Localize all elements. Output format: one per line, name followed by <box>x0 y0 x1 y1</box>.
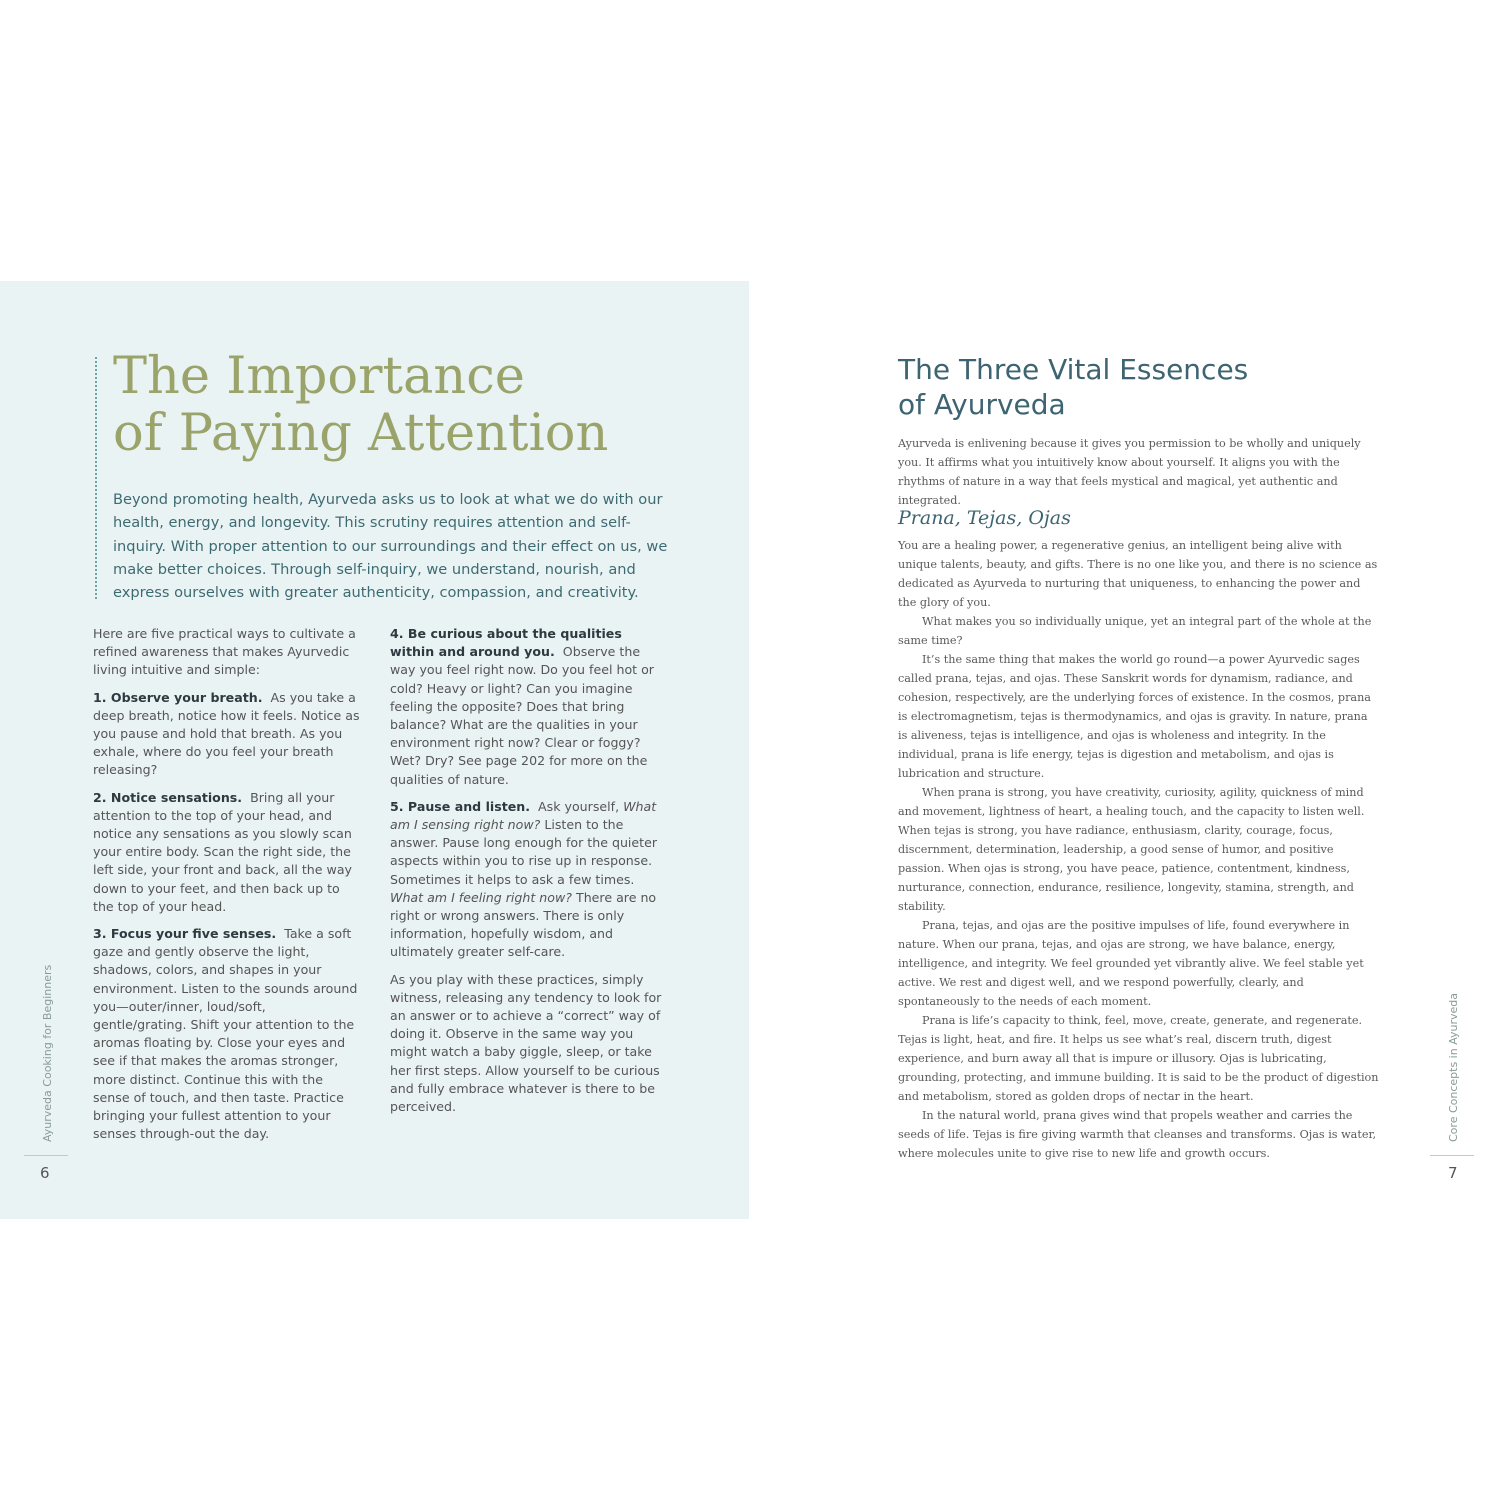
lead-paragraph: Here are five practical ways to cultivate a refined awareness that makes Ayurvedic living intuitive and simple: <box>93 626 356 678</box>
body-paragraph: You are a healing power, a regenerative genius, an intelligent being alive with unique talents, beauty, and gifts. There is no one like you, and there is no science as dedicated as Ayurveda to nurturing that uniqueness, to enhancing the power and the glory of you. <box>898 539 1378 609</box>
right-page-number: 7 <box>1448 1164 1458 1182</box>
item-heading: 4. Be curious about the qualities within and around you. <box>390 626 622 660</box>
right-page-title <box>898 352 1378 422</box>
body-paragraph: When prana is strong, you have creativity, curiosity, agility, quickness of mind and movement, lightness of heart, a healing touch, and the capacity to listen well. When tejas is strong, you have radiance, enthusiasm, clarity, courage, focus, discernment, determination, leadership, a good sense of humor, and positive passion. When ojas is strong, you have peace, patience, contentment, kindness, nurturance, connection, endurance, resilience, longevity, stamina, strength, and stability. <box>898 786 1365 913</box>
body-paragraph: It’s the same thing that makes the world go round—a power Ayurvedic sages called prana, tejas, and ojas. These Sanskrit words for dynamism, radiance, and cohesion, respectively, are the underlying forces of existence. In the cosmos, prana is electromagnetism, tejas is thermodynamics, and ojas is gravity. In nature, prana is aliveness, tejas is intelligence, and ojas is wholeness and integrity. In the individual, prana is life energy, tejas is digestion and metabolism, and ojas is lubrication and structure. <box>898 653 1371 780</box>
item-text: Bring all your attention to the top of your head, and notice any sensations as you slowly scan your entire body. Scan the right side, the left side, your front and back, all the way down to your feet, and then back up to the top of your head. <box>93 789 352 914</box>
left-folio-rule <box>24 1155 68 1156</box>
left-page-number: 6 <box>40 1164 50 1182</box>
list-item <box>93 689 363 780</box>
item-text: Observe the way you feel right now. Do you feel hot or cold? Heavy or light? Can you imagine feeling the opposite? Does that bring balance? What are the qualities in your environment right now? Clear or foggy? Wet? Dry? See page 202 for more on the qualities of nature. <box>390 644 654 787</box>
right-folio-rule <box>1430 1155 1474 1156</box>
item-text: As you take a deep breath, notice how it feels. Notice as you pause and hold that breath. As you exhale, where do you feel your breath releasing? <box>93 689 360 778</box>
right-running-head: Core Concepts in Ayurveda <box>1447 993 1460 1142</box>
list-item <box>93 925 363 1143</box>
right-intro-paragraph: Ayurveda is enlivening because it gives you permission to be wholly and uniquely you. It affirms what you intuitively know about yourself. It aligns you with the rhythms of nature in a way that feels mystical and magical, yet authentic and integrated. <box>898 437 1361 507</box>
dotted-title-rule <box>95 357 97 599</box>
item-heading: 1. Observe your breath. <box>93 689 263 705</box>
item-italic: What am I sensing right now? <box>390 798 657 833</box>
title-line-2: of Paying Attention <box>113 404 609 463</box>
item-text: There are no right or wrong answers. There is only information, hopefully wisdom, and ultimately greater self-care. <box>390 889 657 960</box>
item-italic: What am I feeling right now? <box>390 889 572 905</box>
item-text: Ask yourself, <box>538 798 620 814</box>
right-title-line-2: of Ayurveda <box>898 388 1066 421</box>
section-subhead: Prana, Tejas, Ojas <box>898 507 1071 529</box>
item-heading: 5. Pause and listen. <box>390 798 531 814</box>
right-title-line-1: The Three Vital Essences <box>898 353 1249 386</box>
item-heading: 2. Notice sensations. <box>93 789 243 805</box>
left-intro-paragraph: Beyond promoting health, Ayurveda asks us to look at what we do with our health, energy, and longevity. This scrutiny requires attention and self-inquiry. With proper attention to our surroundings and their effect on us, we make better choices. Through self-inquiry, we understand, nourish, and express ourselves with greater authenticity, compassion, and creativity. <box>113 491 668 602</box>
left-column-2 <box>390 625 662 1125</box>
item-heading: 3. Focus your five senses. <box>93 926 277 942</box>
left-page-title <box>113 348 713 462</box>
left-running-head: Ayurveda Cooking for Beginners <box>41 964 54 1142</box>
title-line-1: The Importance <box>113 347 525 406</box>
list-item <box>390 625 662 789</box>
closing-paragraph: As you play with these practices, simply witness, releasing any tendency to look for an answer or to achieve a “correct” way of doing it. Observe in the same way you might watch a baby giggle, sleep, or take her first steps. Allow yourself to be curious and fully embrace whatever is there to be perceived. <box>390 971 662 1115</box>
body-paragraph: In the natural world, prana gives wind that propels weather and carries the seeds of life. Tejas is fire giving warmth that cleanses and transforms. Ojas is water, where molecules unite to give rise to new life and growth occurs. <box>898 1109 1377 1160</box>
body-paragraph: Prana is life’s capacity to think, feel, move, create, generate, and regenerate. Tejas is light, heat, and fire. It helps us see what’s real, discern truth, digest experience, and burn away all that is impure or illusory. Ojas is lubricating, grounding, protecting, and immune building. It is said to be the product of digestion and metabolism, stored as golden drops of nectar in the heart. <box>898 1014 1379 1103</box>
left-column-1 <box>93 625 363 1152</box>
body-paragraph: What makes you so individually unique, yet an integral part of the whole at the same time? <box>898 615 1372 647</box>
item-text: Take a soft gaze and gently observe the light, shadows, colors, and shapes in your environment. Listen to the sounds around you—outer/inner, loud/soft, gentle/grating. Shift your attention to the aromas floating by. Close your eyes and see if that makes the aromas stronger, more distinct. Continue this with the sense of touch, and then taste. Practice bringing your fullest attention to your senses through-out the day. <box>93 926 358 1142</box>
item-text: Listen to the answer. Pause long enough for the quieter aspects within you to rise up in response. Sometimes it helps to ask a few times. <box>390 817 658 887</box>
right-body-text <box>898 536 1380 1163</box>
list-item <box>93 789 363 916</box>
body-paragraph: Prana, tejas, and ojas are the positive impulses of life, found everywhere in nature. When our prana, tejas, and ojas are strong, we have balance, energy, intelligence, and integrity. We feel grounded yet vibrantly alive. We feel stable yet active. We rest and digest well, and we respond powerfully, clearly, and spontaneously to the needs of each moment. <box>898 919 1364 1008</box>
list-item <box>390 798 662 962</box>
